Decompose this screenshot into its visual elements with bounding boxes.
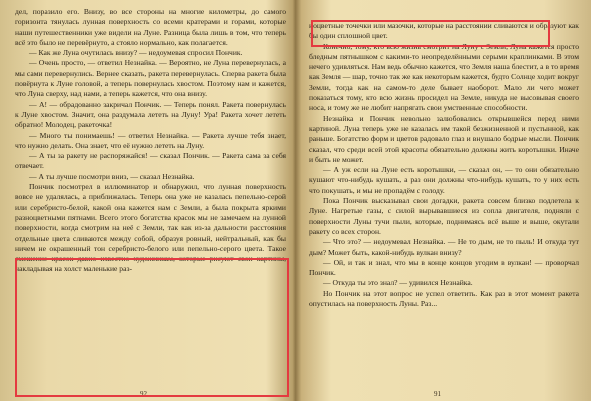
paragraph: Пока Пончик высказывал свои догадки, ракета совсем близко подлетела к Луне. Нагретые газы, с силой вырывавшиеся из сопла двигателя, подняли с поверхности Луны тучи пыли, которые, поднимаясь всё выше и выше, окутали ракету со всех сторон. bbox=[309, 196, 579, 236]
paragraph: — А ты лучше посмотри вниз, — сказал Незнайка. bbox=[29, 171, 195, 181]
highlight-box-right bbox=[311, 20, 550, 47]
paragraph: — А уж если на Луне есть коротышки, — сказал он, — то они обязательно кушают что-нибудь кушать, а раз они должны что-нибудь кушать, то у них есть что покушать, и мы не пропадём с голоду. bbox=[309, 165, 579, 195]
paragraph: Незнайка и Пончик невольно залюбовались открывшейся перед ними картиной. Луна теперь уже не казалась им такой безжизненной и пустынной, как раньше. Богатство форм и цветов радовало глаз и внушало бодрые мысли. Пончик сказал, что среди всей этой красоты обязательно должны жить коротышки. Иначе и быть не может. bbox=[309, 113, 579, 164]
paragraph: — А ты за ракету не распоряжайся! — сказал Пончик. — Ракета сама за себя отвечает. bbox=[15, 151, 286, 171]
left-page-text bbox=[15, 7, 286, 275]
paragraph: — Очень просто, — ответил Незнайка. — Вероятно, не Луна перевернулась, а мы сами перевернулись. Вернее сказать, ракета перевернулась. Сперва ракета была повёрнута к Луне головой, а теперь повернулась хвостом. Поэтому нам и кажется, что Луна сверху, над нами, а теперь кажется, что она внизу. bbox=[15, 58, 286, 99]
paragraph: — А! — обрадованно закричал Пончик. — Теперь понял. Ракета повернулась к Луне хвостом. Значит, она раздумала лететь на Луну! Ура! Ракета хочет лететь обратно! Молодец, ракеточка! bbox=[15, 99, 286, 130]
paragraph: — Много ты понимаешь! — ответил Незнайка. — Ракета лучше тебя знает, что нужно делать. Она знает, что её нужно лететь на Луну. bbox=[15, 130, 286, 150]
paragraph: Конечно, тому, кто всю жизнь смотрит на Луну с Земли, Луна кажется просто бледным пятнышком с какими-то неопределёнными серыми краплинками. В этом нечего удивляться. Нам ведь обычно кажется, что Земля наша блестит, а в то время как Земля — шар, точно так же как некоторым кажется, будто Солнце ходит вокруг Земли, тогда как на самом-то деле бывает наоборот. Мало ли чего может показаться тому, кто всю жизнь просидел на Земле, никуда не высовывая своего носа, и тому же не любит напрягать свои умственные способности. bbox=[309, 41, 579, 113]
paragraph: Но Пончик на этот вопрос не успел ответить. Как раз в этот момент ракета опустилась на поверхность Луны. Раз... bbox=[309, 288, 579, 309]
paragraph: Пончик посмотрел в иллюминатор и обнаружил, что лунная поверхность вовсе не удалялась, а приближалась. Теперь она уже не казалась пепельно-серой или серебристо-белой, какой она кажется нам с Земли, а была покрыта яркими разноцветными пятнами. Всего этого богатства красок мы не замечаем на лунной поверхности, когда смотрим на неё с Земли, так как из-за дальности расстояния отдельные цвета сливаются между собой, образуя ровный, нейтральный, как бы ничем не окрашенный тон серебристо-белого или пепельно-серого цвета. Такое смешение красок давно известно художникам, которые рисуют свои картины, накладывая на холст маленькие раз- bbox=[15, 182, 286, 274]
paragraph: — Откуда ты это знал? — удивился Незнайка. bbox=[323, 278, 473, 288]
paragraph: ноцветные точечки или мазочки, которые на расстоянии сливаются и образуют как бы один сплошной цвет. bbox=[309, 21, 579, 41]
right-page-text bbox=[309, 21, 579, 309]
paragraph: — Ой, и так и знал, что мы в конце концов угодим в вулкан! — проворчал Пончик. bbox=[309, 257, 579, 278]
paragraph: — Что это? — недоумевал Незнайка. — Не то дым, не то пыль! И откуда тут дым? Может быть, какой-нибудь вулкан внизу? bbox=[309, 237, 579, 257]
page-number-right: 91 bbox=[434, 390, 441, 398]
paragraph: — Как же Луна очутилась внизу? — недоумевая спросил Пончик. bbox=[29, 48, 243, 58]
page-number-left: 92 bbox=[140, 390, 147, 398]
right-page bbox=[297, 0, 591, 401]
paragraph: дел, поразило его. Внизу, во все стороны на многие километры, до самого горизонта тянулась лунная поверхность со всеми кратерами и горами, которые наши путешественники уже видели на Луне. Разница была лишь в том, что теперь всё это было не перевёрнуто, а стояло нормально, как полагается. bbox=[15, 7, 286, 47]
highlight-box-left bbox=[15, 258, 289, 397]
